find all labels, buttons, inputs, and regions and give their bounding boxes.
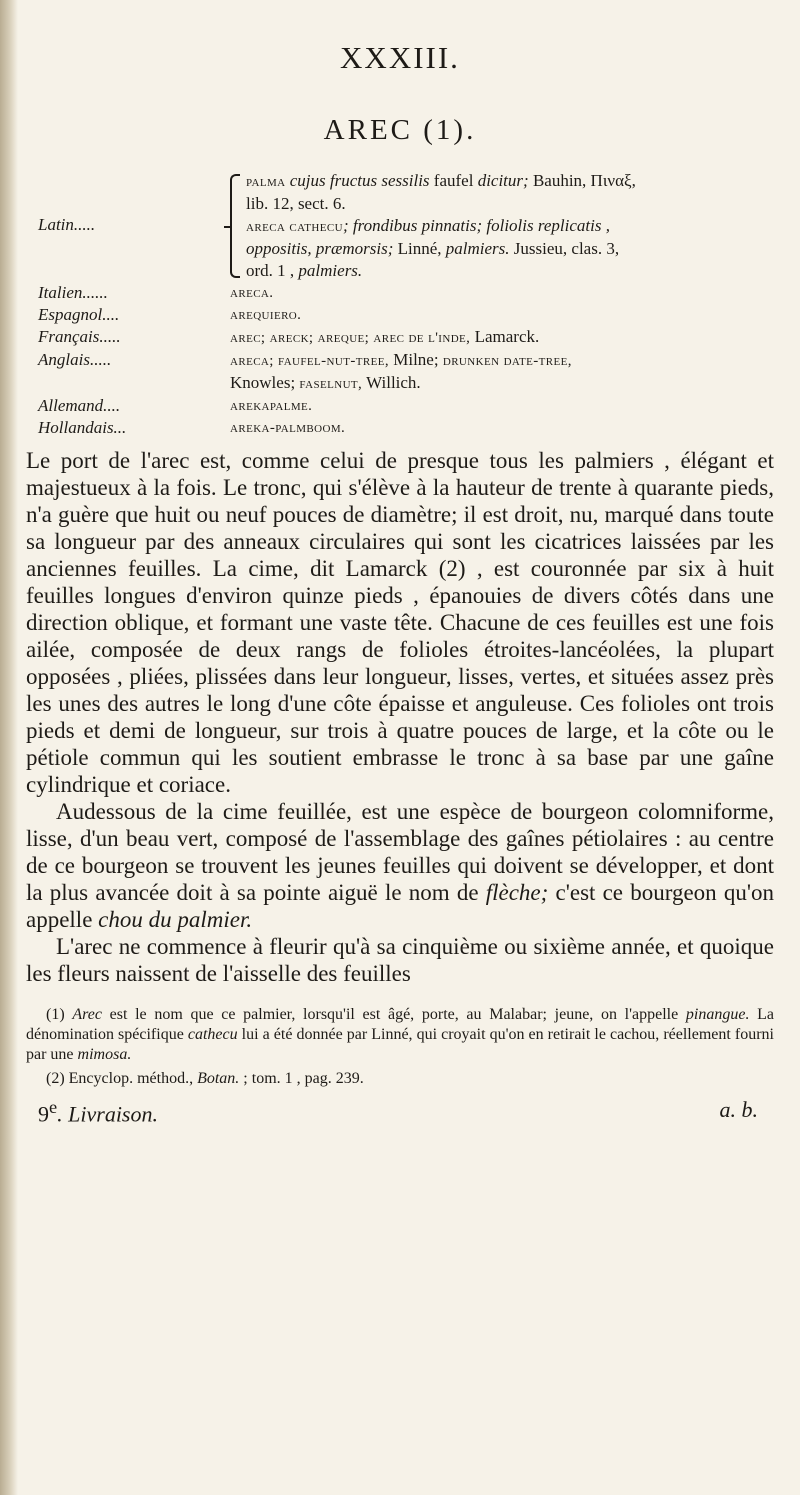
latin-line-5: ord. 1 , palmiers.	[246, 261, 363, 280]
lang-label-hollandais: Hollandais...	[38, 418, 127, 437]
name-allemand: arekapalme.	[230, 398, 313, 414]
names-row-anglais	[38, 349, 778, 395]
vernacular-names	[38, 170, 778, 439]
latin-line-1: palma cujus fructus sessilis faufel dicitur; Bauhin, Πιναξ,	[246, 171, 636, 190]
paragraph-1: Le port de l'arec est, comme celui de presque tous les palmiers , élégant et majestueux à la fois. Le tronc, qui s'élève à la hauteur de trente à quarante pieds, n'a guère que huit ou neuf pouces de diamètre; il est droit, nu, marqué dans toute sa longueur par des anneaux circulaires qui sont les cicatrices laissées par les anciennes feuilles. La cime, dit Lamarck (2) , est couronnée par six à huit feuilles longues d'environ quinze pieds , épanouies de divers côtés dans une direction oblique, et formant une vaste tête. Chacune de ces feuilles est une fois ailée, composée de deux rangs de folioles étroites-lancéolées, la plupart opposées , pliées, plissées dans leur longueur, lisses, vertes, et situées assez près les unes des autres le long d'une côte épaisse et anguleuse. Ces folioles ont trois pieds et demi de longueur, sur trois à quatre pouces de large, et la côte ou le pétiole commun qui les soutient embrasse le tronc à sa base par une gaîne cylindrique et coriace.	[26, 448, 774, 797]
lang-label-allemand: Allemand....	[38, 396, 121, 415]
lang-label-espagnol: Espagnol....	[38, 305, 120, 324]
latin-line-2: lib. 12, sect. 6.	[246, 194, 346, 213]
brace	[230, 174, 240, 278]
latin-line-3: areca cathecu; frondibus pinnatis; foliolis replicatis ,	[246, 216, 610, 235]
names-row-latin	[38, 170, 778, 282]
page-title: AREC (1).	[323, 114, 477, 146]
paragraph-2: Audessous de la cime feuillée, est une espèce de bourgeon colomniforme, lisse, d'un beau vert, composé de l'assemblage des gaînes pétiolaires : au centre de ce bourgeon se trouvent les jeunes feuilles qui doivent se développer, et dont la plus avancée doit à sa pointe aiguë le nom de flèche; c'est ce bourgeon qu'on appelle chou du palmier.	[26, 799, 774, 932]
names-row-allemand	[38, 395, 778, 417]
lang-label-anglais: Anglais.....	[38, 350, 112, 369]
page-folio: XXXIII.	[340, 40, 460, 75]
paragraph-3: L'arec ne commence à fleurir qu'à sa cinquième ou sixième année, et quoique les fleurs naissent de l'aisselle des feuilles	[26, 934, 774, 986]
names-row-hollandais	[38, 417, 778, 439]
body-text	[26, 447, 774, 987]
names-row-italien	[38, 282, 778, 304]
signature-mark: a. b.	[719, 1097, 758, 1122]
name-anglais: areca; faufel-nut-tree, Milne; drunken date-tree, Knowles; faselnut, Willich.	[230, 350, 572, 392]
footnotes	[26, 1005, 774, 1093]
name-espagnol: arequiero.	[230, 307, 302, 323]
latin-synonyms	[230, 170, 778, 282]
footnote-2: (2) Encyclop. méthod., Botan. ; tom. 1 , pag. 239.	[46, 1070, 364, 1087]
livraison-mark: 9e. Livraison.	[38, 1097, 158, 1127]
lang-label-latin: Latin.....	[38, 215, 96, 234]
name-hollandais: areka-palmboom.	[230, 420, 346, 436]
lang-label-francais: Français.....	[38, 327, 121, 346]
lang-label-italien: Italien......	[38, 283, 108, 302]
names-row-francais	[38, 326, 778, 349]
names-row-espagnol	[38, 304, 778, 326]
name-italien: areca.	[230, 285, 274, 301]
footnote-1: (1) Arec est le nom que ce palmier, lorsqu'il est âgé, porte, au Malabar; jeune, on l'appelle pinangue. La dénomination spécifique cathecu lui a été donnée par Linné, qui croyait qu'on en retirait le cachou, réellement fourni par une mimosa.	[26, 1006, 775, 1063]
page-edge	[0, 0, 18, 1495]
page-footer	[38, 1097, 758, 1127]
latin-line-4: oppositis, præmorsis; Linné, palmiers. Jussieu, clas. 3,	[246, 239, 620, 258]
name-francais: arec; areck; areque; arec de l'inde, Lamarck.	[230, 327, 540, 346]
